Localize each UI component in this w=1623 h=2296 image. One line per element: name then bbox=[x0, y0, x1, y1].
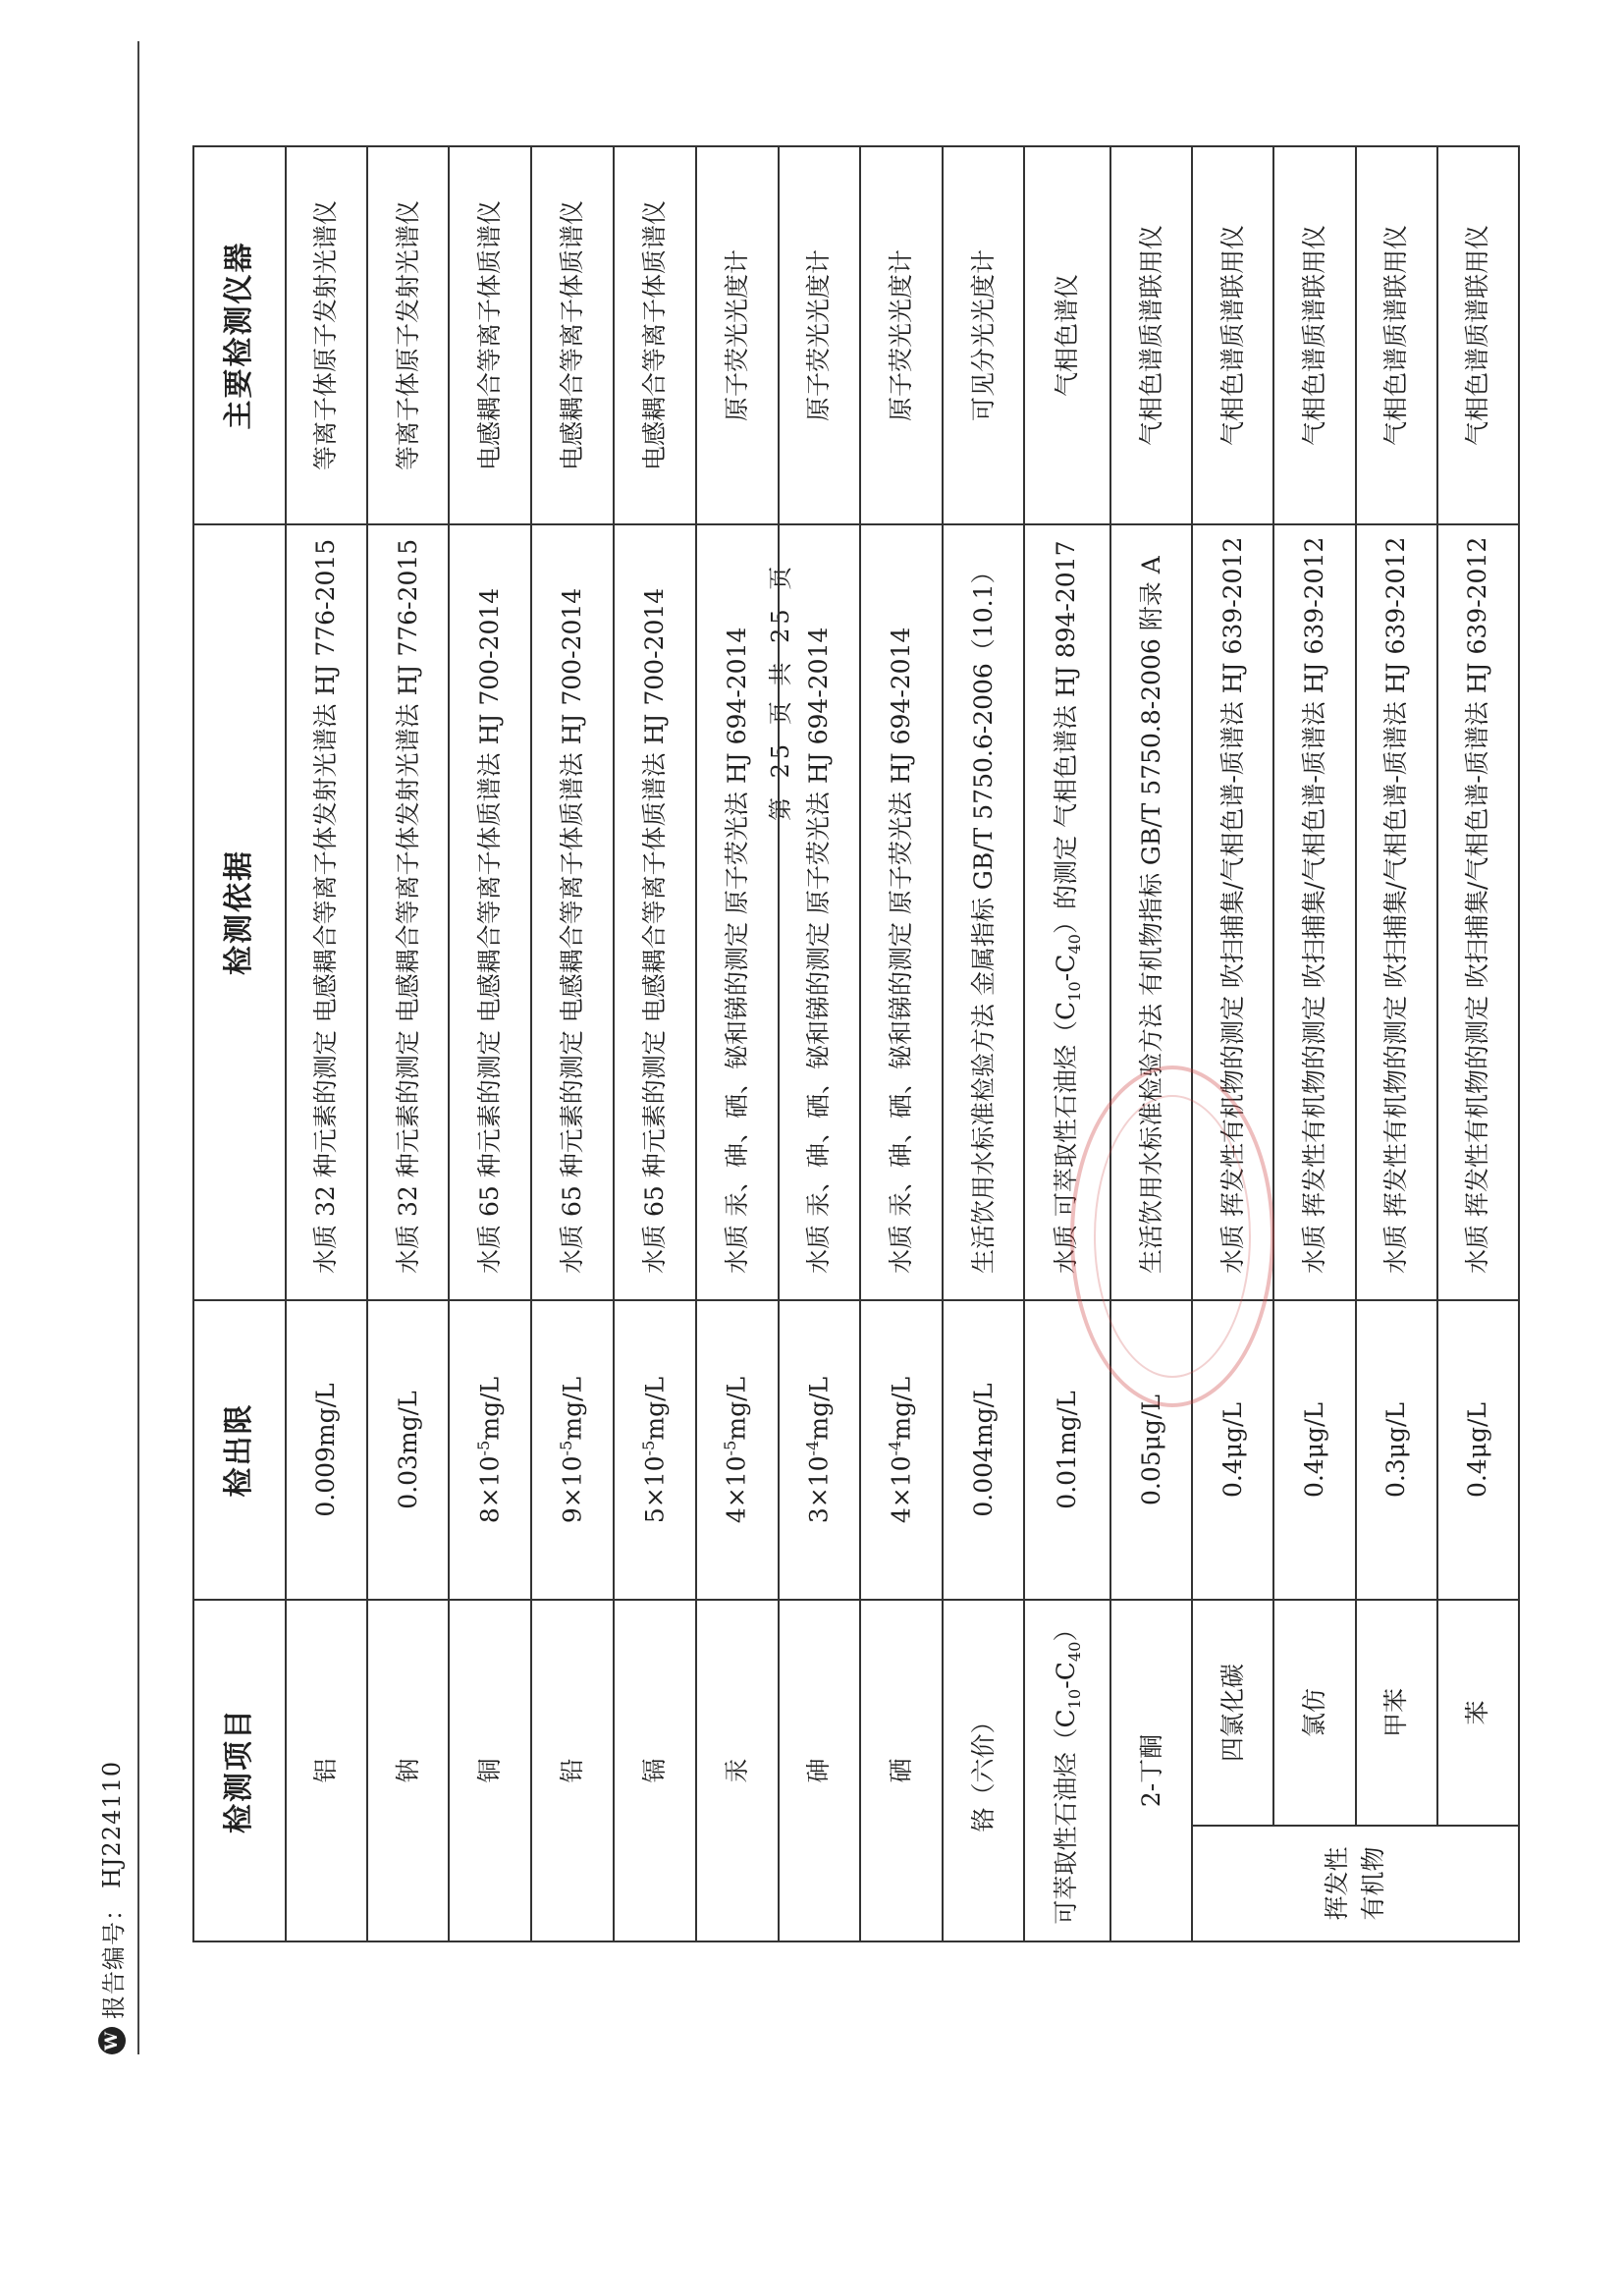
limit-exponent: -5 bbox=[721, 1440, 740, 1456]
table-row bbox=[1437, 146, 1519, 1941]
limit-exponent: -5 bbox=[638, 1440, 658, 1456]
cell-limit bbox=[614, 1300, 696, 1600]
cell-basis: 水质 挥发性有机物的测定 吹扫捕集/气相色谱-质谱法 HJ 639-2012 bbox=[1356, 524, 1437, 1300]
cell-instrument: 气相色谱质谱联用仪 bbox=[1437, 146, 1519, 524]
cell-limit: 0.004mg/L bbox=[943, 1300, 1024, 1600]
cell-limit: 0.4μg/L bbox=[1192, 1300, 1273, 1600]
cell-limit: 0.3μg/L bbox=[1356, 1300, 1437, 1600]
cell-basis: 水质 汞、砷、硒、铋和锑的测定 原子荧光法 HJ 694-2014 bbox=[696, 524, 779, 1300]
cell-item: 铜 bbox=[449, 1600, 531, 1941]
cell-basis: 水质 挥发性有机物的测定 吹扫捕集/气相色谱-质谱法 HJ 639-2012 bbox=[1273, 524, 1355, 1300]
cell-basis: 水质 65 种元素的测定 电感耦合等离子体质谱法 HJ 700-2014 bbox=[614, 524, 696, 1300]
cell-limit: 0.05μg/L bbox=[1110, 1300, 1192, 1600]
cell-instrument: 原子荧光光度计 bbox=[860, 146, 943, 524]
cell-basis: 水质 32 种元素的测定 电感耦合等离子体发射光谱法 HJ 776-2015 bbox=[286, 524, 367, 1300]
limit-unit: mg/L bbox=[639, 1376, 669, 1441]
cell-instrument: 电感耦合等离子体质谱仪 bbox=[449, 146, 531, 524]
cell-limit bbox=[779, 1300, 861, 1600]
limit-unit: mg/L bbox=[887, 1376, 916, 1441]
cell-instrument: 可见分光光度计 bbox=[943, 146, 1024, 524]
header-instrument: 主要检测仪器 bbox=[193, 146, 286, 524]
cell-item: 氯仿 bbox=[1273, 1600, 1355, 1826]
table-row bbox=[449, 146, 531, 1941]
report-number bbox=[94, 1761, 129, 2054]
cell-limit: 0.4μg/L bbox=[1273, 1300, 1355, 1600]
cell-instrument: 气相色谱仪 bbox=[1024, 146, 1110, 524]
cell-item: 铝 bbox=[286, 1600, 367, 1941]
basis-text: -C bbox=[1051, 954, 1080, 982]
limit-base: 5×10 bbox=[639, 1455, 669, 1524]
company-logo-icon: W bbox=[98, 2027, 126, 2054]
limit-unit: mg/L bbox=[722, 1376, 751, 1441]
cell-item: 硒 bbox=[860, 1600, 943, 1941]
table-row bbox=[696, 146, 779, 1941]
table-row bbox=[1110, 146, 1192, 1941]
item-subscript: 40 bbox=[1064, 1641, 1084, 1663]
table-row bbox=[860, 146, 943, 1941]
cell-item: 四氯化碳 bbox=[1192, 1600, 1273, 1826]
page-current: 25 bbox=[767, 739, 794, 779]
header-rule bbox=[137, 41, 139, 2054]
report-number-label: 报告编号： bbox=[100, 1896, 128, 2019]
limit-base: 3×10 bbox=[804, 1455, 834, 1524]
basis-text: ）的测定 气相色谱法 HJ 894-2017 bbox=[1051, 540, 1080, 934]
cell-item: 砷 bbox=[779, 1600, 861, 1941]
cell-basis: 水质 65 种元素的测定 电感耦合等离子体质谱法 HJ 700-2014 bbox=[531, 524, 614, 1300]
cell-basis: 水质 65 种元素的测定 电感耦合等离子体质谱法 HJ 700-2014 bbox=[449, 524, 531, 1300]
item-text: ） bbox=[1051, 1616, 1080, 1642]
cell-item: 镉 bbox=[614, 1600, 696, 1941]
basis-text: 水质 可萃取性石油烃（C bbox=[1051, 1001, 1080, 1274]
table-row bbox=[1024, 146, 1110, 1941]
page-suffix: 页 bbox=[767, 562, 794, 590]
limit-exponent: -4 bbox=[885, 1440, 904, 1456]
cell-instrument: 气相色谱质谱联用仪 bbox=[1110, 146, 1192, 524]
cell-instrument: 气相色谱质谱联用仪 bbox=[1192, 146, 1273, 524]
cell-item: 甲苯 bbox=[1356, 1600, 1437, 1826]
table-row bbox=[614, 146, 696, 1941]
table-row bbox=[367, 146, 449, 1941]
item-subscript: 10 bbox=[1064, 1688, 1084, 1710]
table-row bbox=[1273, 146, 1355, 1941]
cell-limit bbox=[860, 1300, 943, 1600]
table-row bbox=[531, 146, 614, 1941]
report-number-value: HJ224110 bbox=[97, 1760, 126, 1888]
cell-instrument: 电感耦合等离子体质谱仪 bbox=[614, 146, 696, 524]
limit-exponent: -5 bbox=[473, 1440, 493, 1456]
cell-instrument: 气相色谱质谱联用仪 bbox=[1356, 146, 1437, 524]
page-total: 25 bbox=[767, 605, 794, 643]
cell-limit bbox=[696, 1300, 779, 1600]
cell-instrument: 等离子体原子发射光谱仪 bbox=[367, 146, 449, 524]
limit-base: 4×10 bbox=[722, 1455, 751, 1524]
page-mid: 页 共 bbox=[767, 658, 794, 726]
cell-item bbox=[1024, 1600, 1110, 1941]
cell-basis: 水质 32 种元素的测定 电感耦合等离子体发射光谱法 HJ 776-2015 bbox=[367, 524, 449, 1300]
cell-item: 铬（六价） bbox=[943, 1600, 1024, 1941]
cell-instrument: 原子荧光光度计 bbox=[779, 146, 861, 524]
header-item: 检测项目 bbox=[193, 1600, 286, 1941]
limit-exponent: -4 bbox=[803, 1440, 823, 1456]
basis-subscript: 40 bbox=[1064, 933, 1084, 955]
table-row bbox=[1356, 146, 1437, 1941]
cell-instrument: 原子荧光光度计 bbox=[696, 146, 779, 524]
cell-instrument: 气相色谱质谱联用仪 bbox=[1273, 146, 1355, 524]
cell-instrument: 等离子体原子发射光谱仪 bbox=[286, 146, 367, 524]
table-row bbox=[1192, 146, 1273, 1941]
cell-limit: 0.009mg/L bbox=[286, 1300, 367, 1600]
cell-item: 2-丁酮 bbox=[1110, 1600, 1192, 1941]
cell-basis: 水质 挥发性有机物的测定 吹扫捕集/气相色谱-质谱法 HJ 639-2012 bbox=[1437, 524, 1519, 1300]
cell-limit: 0.4μg/L bbox=[1437, 1300, 1519, 1600]
cell-item: 钠 bbox=[367, 1600, 449, 1941]
cell-basis: 生活饮用水标准检验方法 有机物指标 GB/T 5750.8-2006 附录 A bbox=[1110, 524, 1192, 1300]
basis-subscript: 10 bbox=[1064, 981, 1084, 1002]
test-method-table bbox=[192, 145, 1520, 1942]
limit-base: 4×10 bbox=[887, 1455, 916, 1524]
limit-unit: mg/L bbox=[558, 1376, 587, 1441]
cell-basis: 水质 挥发性有机物的测定 吹扫捕集/气相色谱-质谱法 HJ 639-2012 bbox=[1192, 524, 1273, 1300]
cell-limit: 0.03mg/L bbox=[367, 1300, 449, 1600]
limit-exponent: -5 bbox=[556, 1440, 575, 1456]
cell-limit bbox=[449, 1300, 531, 1600]
table-row bbox=[286, 146, 367, 1941]
limit-base: 9×10 bbox=[558, 1455, 587, 1524]
cell-basis bbox=[1024, 524, 1110, 1300]
cell-item: 铅 bbox=[531, 1600, 614, 1941]
limit-unit: mg/L bbox=[475, 1376, 505, 1441]
header-basis: 检测依据 bbox=[193, 524, 286, 1300]
table-row bbox=[779, 146, 861, 1941]
cell-item: 汞 bbox=[696, 1600, 779, 1941]
cell-basis: 水质 汞、砷、硒、铋和锑的测定 原子荧光法 HJ 694-2014 bbox=[779, 524, 861, 1300]
cell-item: 苯 bbox=[1437, 1600, 1519, 1826]
cell-basis: 水质 汞、砷、硒、铋和锑的测定 原子荧光法 HJ 694-2014 bbox=[860, 524, 943, 1300]
header-limit: 检出限 bbox=[193, 1300, 286, 1600]
table-row bbox=[943, 146, 1024, 1941]
page-prefix: 第 bbox=[767, 793, 794, 821]
item-text: -C bbox=[1051, 1662, 1080, 1689]
cell-limit bbox=[531, 1300, 614, 1600]
cell-instrument: 电感耦合等离子体质谱仪 bbox=[531, 146, 614, 524]
table-header-row bbox=[193, 146, 286, 1941]
item-text: 可萃取性石油烃（C bbox=[1051, 1709, 1080, 1925]
limit-unit: mg/L bbox=[804, 1376, 834, 1441]
limit-base: 8×10 bbox=[475, 1455, 505, 1524]
category-cell: 挥发性有机物 bbox=[1192, 1826, 1519, 1941]
cell-limit: 0.01mg/L bbox=[1024, 1300, 1110, 1600]
cell-basis: 生活饮用水标准检验方法 金属指标 GB/T 5750.6-2006（10.1） bbox=[943, 524, 1024, 1300]
